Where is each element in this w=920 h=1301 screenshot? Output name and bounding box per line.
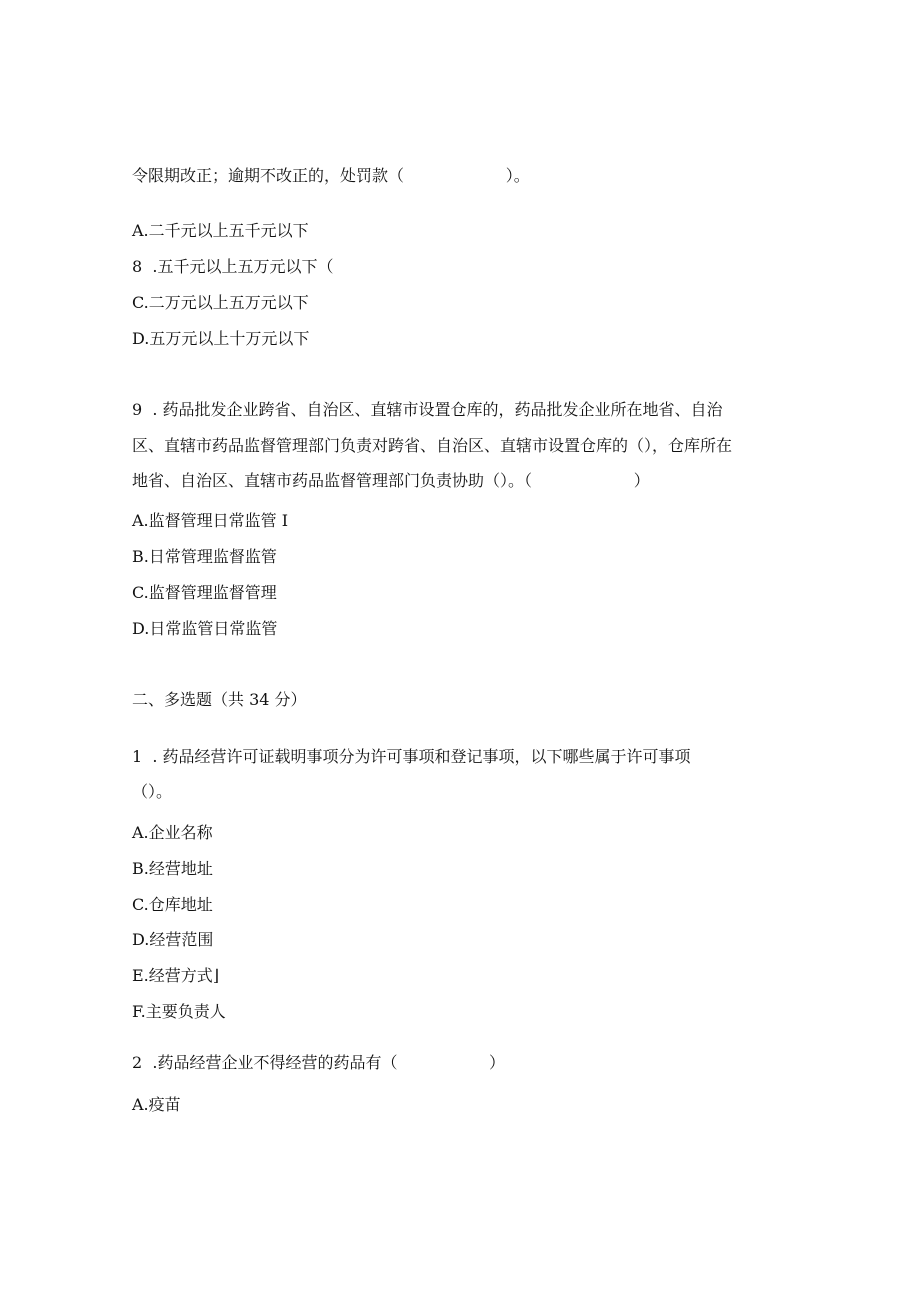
mq1-option-d: D.经营范围 [132, 930, 214, 949]
q8-stem-tail: 令限期改正；逾期不改正的，处罚款（ ）。 [132, 166, 530, 185]
q8-option-d: D.五万元以上十万元以下 [132, 329, 310, 348]
mq1-stem-line-2: （）。 [132, 782, 173, 801]
q9-stem-line-3: 地省、自治区、直辖市药品监督管理部门负责协助（）。（ ） [132, 471, 650, 490]
q9-option-b: B.日常管理监督监管 [132, 547, 277, 566]
mq2-option-a: A.疫苗 [132, 1095, 181, 1114]
mq1-option-a: A.企业名称 [132, 823, 213, 842]
q9-option-d: D.日常监管日常监管 [132, 619, 278, 638]
mq2-stem: 2 .药品经营企业不得经营的药品有（ ） [132, 1053, 505, 1072]
mq1-option-f: F.主要负责人 [132, 1002, 226, 1021]
q9-option-c: C.监督管理监督管理 [132, 583, 277, 602]
q9-stem-line-1: 9 . 药品批发企业跨省、自治区、直辖市设置仓库的，药品批发企业所在地省、自治 [132, 400, 723, 419]
mq1-stem-line-1: 1 . 药品经营许可证载明事项分为许可事项和登记事项，以下哪些属于许可事项 [132, 747, 691, 766]
q8-option-b: 8 .五千元以上五万元以下（ [132, 257, 334, 276]
q8-option-c: C.二万元以上五万元以下 [132, 293, 309, 312]
mq1-option-b: B.经营地址 [132, 859, 213, 878]
q8-option-a: A.二千元以上五千元以下 [132, 221, 309, 240]
section-2-title: 二、多选题（共 34 分） [132, 690, 307, 709]
q9-option-a: A.监督管理日常监管 I [132, 511, 289, 530]
mq1-option-e: E.经营方式⌋ [132, 966, 220, 985]
mq1-option-c: C.仓库地址 [132, 895, 213, 914]
q9-stem-line-2: 区、直辖市药品监督管理部门负责对跨省、自治区、直辖市设置仓库的（），仓库所在 [132, 436, 733, 455]
